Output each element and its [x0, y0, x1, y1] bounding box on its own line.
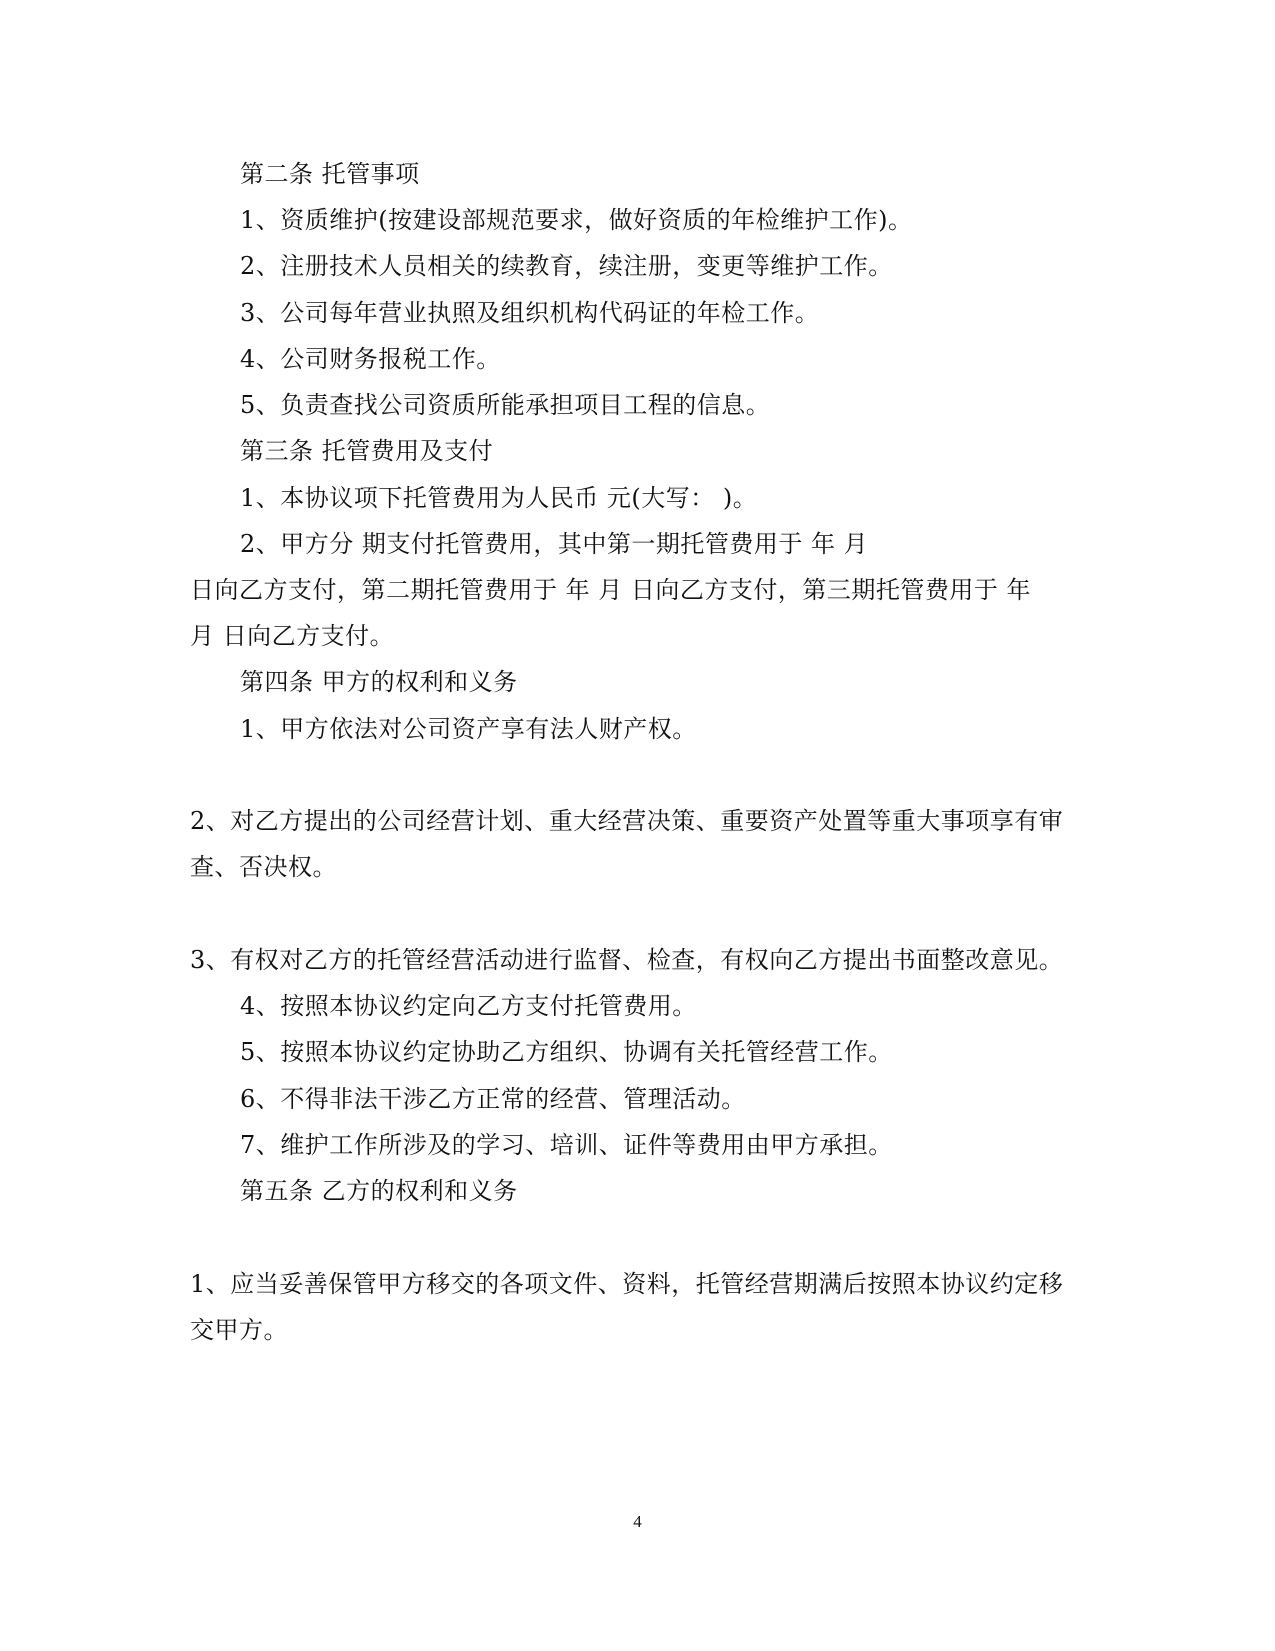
paragraph-line: 2、对乙方提出的公司经营计划、重大经营决策、重要资产处置等重大事项享有审: [190, 807, 1064, 835]
paragraph-line: 查、否决权。: [190, 853, 337, 881]
paragraph-line: 月 日向乙方支付。: [190, 622, 395, 650]
paragraph-line: 3、公司每年营业执照及组织机构代码证的年检工作。: [240, 299, 820, 327]
paragraph-line: 1、甲方依法对公司资产享有法人财产权。: [240, 715, 697, 743]
paragraph-line: 2、注册技术人员相关的续教育，续注册，变更等维护工作。: [240, 252, 893, 280]
paragraph-line: 1、本协议项下托管费用为人民币 元(大写： )。: [240, 484, 758, 512]
paragraph-line: 1、资质维护(按建设部规范要求，做好资质的年检维护工作)。: [240, 206, 913, 234]
paragraph-line: 5、负责查找公司资质所能承担项目工程的信息。: [240, 391, 771, 419]
paragraph-line: 1、应当妥善保管甲方移交的各项文件、资料，托管经营期满后按照本协议约定移: [190, 1270, 1064, 1298]
section-heading-article-2: 第二条 托管事项: [240, 160, 420, 188]
page-number: 4: [633, 1512, 642, 1531]
paragraph-line: 3、有权对乙方的托管经营活动进行监督、检查，有权向乙方提出书面整改意见。: [190, 946, 1064, 974]
section-heading-article-4: 第四条 甲方的权利和义务: [240, 668, 518, 696]
paragraph-line: 5、按照本协议约定协助乙方组织、协调有关托管经营工作。: [240, 1038, 893, 1066]
paragraph-line: 4、公司财务报税工作。: [240, 345, 501, 373]
paragraph-line: 日向乙方支付，第二期托管费用于 年 月 日向乙方支付，第三期托管费用于 年: [190, 576, 1032, 604]
section-heading-article-5: 第五条 乙方的权利和义务: [240, 1177, 518, 1205]
paragraph-line: 2、甲方分 期支付托管费用，其中第一期托管费用于 年 月: [240, 530, 869, 558]
paragraph-line: 4、按照本协议约定向乙方支付托管费用。: [240, 992, 697, 1020]
paragraph-line: 7、维护工作所涉及的学习、培训、证件等费用由甲方承担。: [240, 1131, 893, 1159]
paragraph-line: 6、不得非法干涉乙方正常的经营、管理活动。: [240, 1085, 746, 1113]
paragraph-line: 交甲方。: [190, 1316, 288, 1344]
section-heading-article-3: 第三条 托管费用及支付: [240, 437, 494, 465]
